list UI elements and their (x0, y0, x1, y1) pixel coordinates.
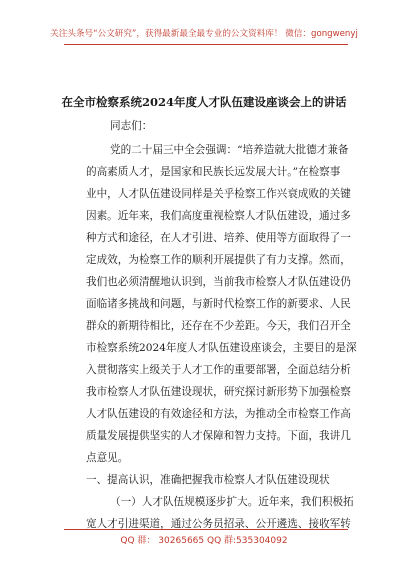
paragraph-line: 点意见。 (86, 452, 129, 464)
paragraph-line: 人才队伍建设的有效途径和方法，为推动全市检察工作高 (86, 408, 351, 420)
footer-contact: QQ 群： 30265665 QQ 群:535304092 (120, 536, 288, 546)
paragraph-line: 我市检察人才队伍建设现状，研究探讨新形势下加强检察 (86, 386, 351, 398)
paragraph-line: 面临诸多挑战和问题，与新时代检察工作的新要求、人民 (86, 298, 351, 310)
paragraph-line: 宽人才引进渠道，通过公务员招录、公开遴选、接收军转 (86, 518, 351, 530)
paragraph-line: 质量发展提供坚实的人才保障和智力支持。下面，我讲几 (86, 430, 351, 442)
paragraph-line: 党的二十届三中全会强调：“培养造就大批德才兼备 (110, 144, 349, 156)
header-divider (64, 44, 348, 45)
salutation: 同志们： (110, 120, 153, 132)
paragraph-line: 我们也必须清醒地认识到，当前我市检察人才队伍建设仍 (86, 276, 351, 288)
paragraph-line: 业中，人才队伍建设同样是关乎检察工作兴衰成败的关键 (86, 188, 351, 200)
paragraph-line: 定成效，为检察工作的顺利开展提供了有力支撑。然而， (86, 254, 351, 266)
paragraph-line: 入贯彻落实上级关于人才工作的重要部署，全面总结分析 (86, 364, 351, 376)
paragraph-line: 的高素质人才，是国家和民族长远发展大计。”在检察事 (86, 166, 341, 178)
paragraph-line: 种方式和途径，在人才引进、培养、使用等方面取得了一 (86, 232, 351, 244)
section-heading: 一、提高认识，准确把握我市检察人才队伍建设现状 (86, 474, 330, 486)
subsection-heading: （一）人才队伍规模逐步扩大。近年来，我们积极拓 (110, 496, 354, 508)
paragraph-line: 市检察系统2024年度人才队伍建设座谈会，主要目的是深 (86, 342, 357, 354)
document-title: 在全市检察系统2024年度人才队伍建设座谈会上的讲话 (61, 95, 347, 109)
header-note: 关注头条号“公文研究”，获得最新最全最专业的公文资料库！ 微信：gongwenyj (50, 29, 358, 39)
paragraph-line: 群众的新期待相比，还存在不少差距。今天，我们召开全 (86, 320, 351, 332)
footer-divider (64, 529, 348, 530)
paragraph-line: 因素。近年来，我们高度重视检察人才队伍建设，通过多 (86, 210, 351, 222)
